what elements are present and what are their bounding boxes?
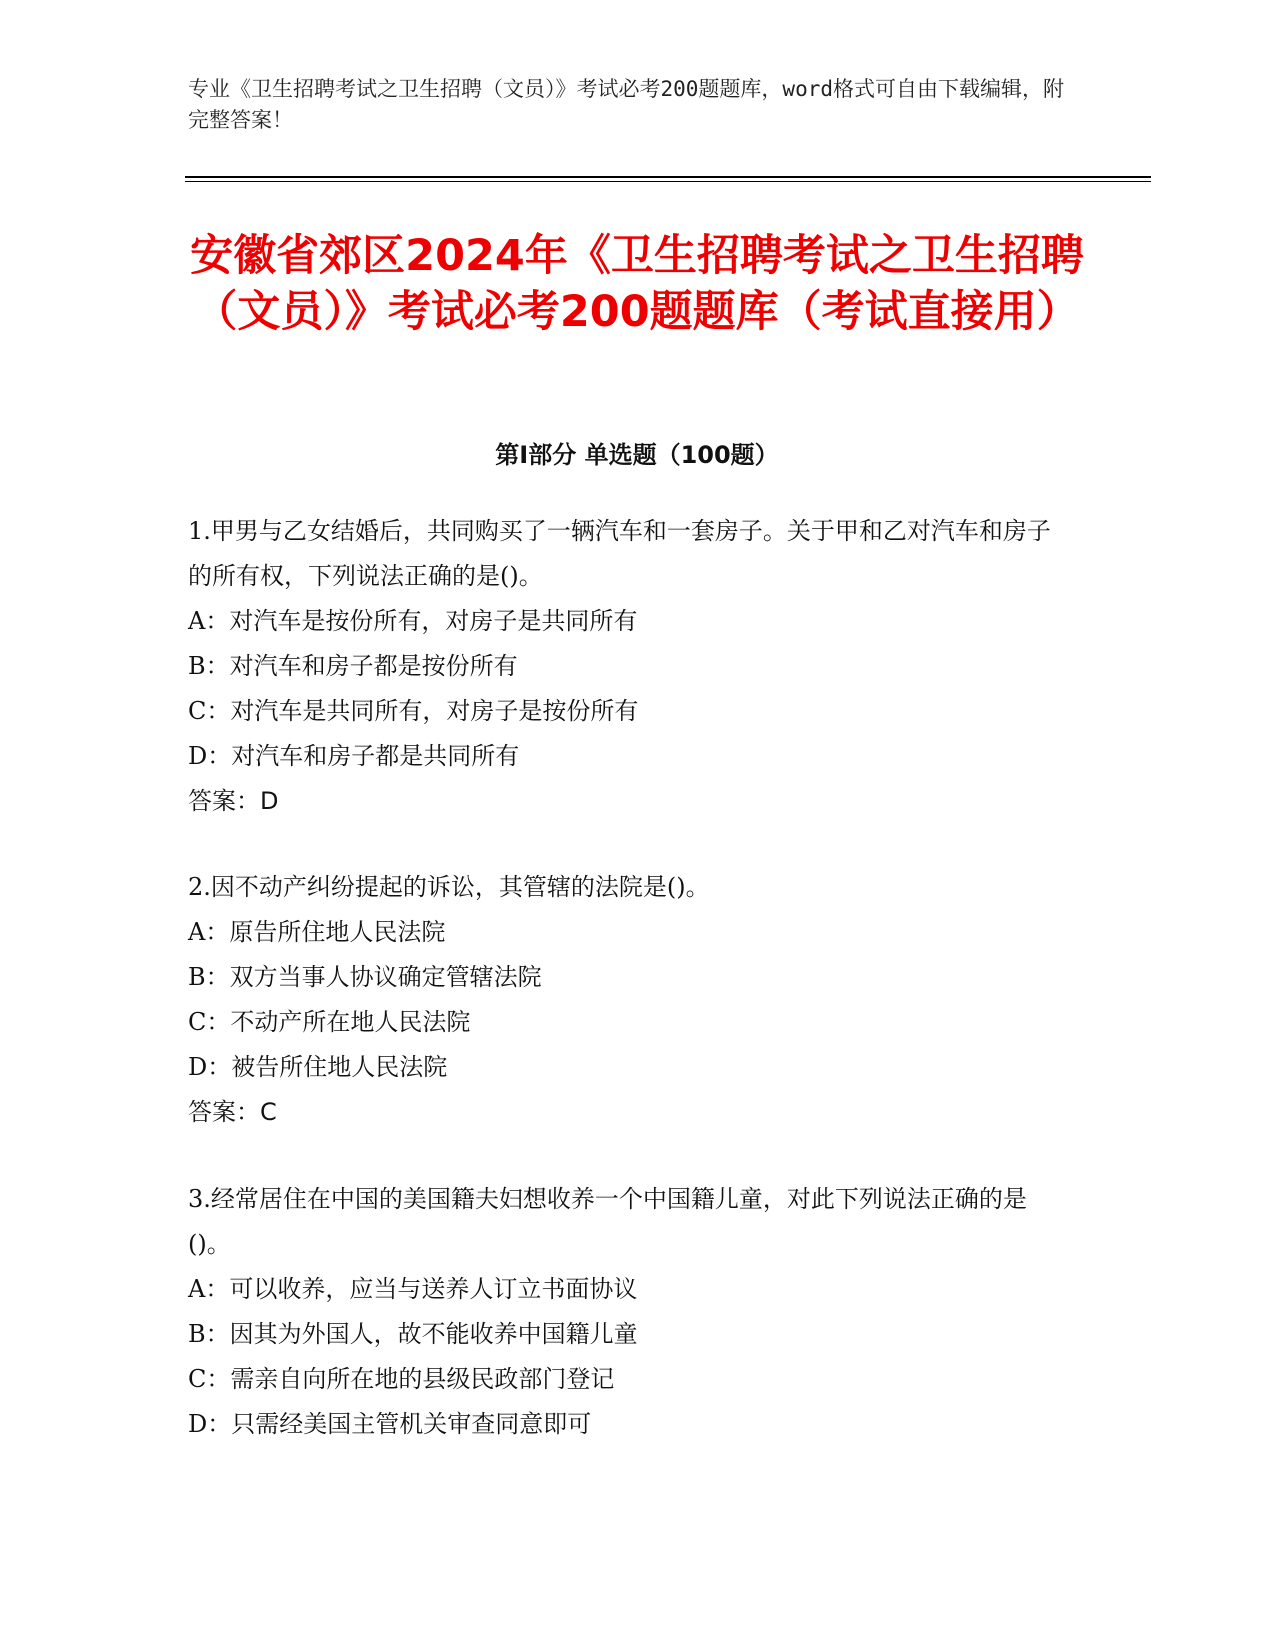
option-c: C：需亲自向所在地的县级民政部门登记: [188, 1365, 615, 1393]
header-divider: [185, 176, 1151, 178]
option-b: B：双方当事人协议确定管辖法院: [188, 963, 542, 991]
option-c: C：不动产所在地人民法院: [188, 1008, 471, 1036]
document-title: 安徽省郊区2024年《卫生招聘考试之卫生招聘（文员）》考试必考200题题库（考试直接用）: [190, 231, 1084, 337]
question-3: [188, 1177, 1068, 1447]
answer: 答案：C: [188, 1098, 277, 1126]
question-1: [188, 509, 1068, 824]
answer: 答案：D: [188, 787, 279, 815]
option-d: D：只需经美国主管机关审查同意即可: [188, 1410, 592, 1438]
question-text: 1.甲男与乙女结婚后，共同购买了一辆汽车和一套房子。关于甲和乙对汽车和房子的所有权，下列说法正确的是()。: [188, 517, 1051, 590]
option-c: C：对汽车是共同所有，对房子是按份所有: [188, 697, 639, 725]
option-b: B：对汽车和房子都是按份所有: [188, 652, 518, 680]
question-text: 3.经常居住在中国的美国籍夫妇想收养一个中国籍儿童，对此下列说法正确的是()。: [188, 1185, 1027, 1258]
option-b: B：因其为外国人，故不能收养中国籍儿童: [188, 1320, 638, 1348]
question-2: [188, 865, 1068, 1135]
option-a: A：可以收养，应当与送养人订立书面协议: [188, 1275, 638, 1303]
option-d: D：对汽车和房子都是共同所有: [188, 742, 520, 770]
option-a: A：原告所住地人民法院: [188, 918, 446, 946]
option-d: D：被告所住地人民法院: [188, 1053, 448, 1081]
section-title: 第I部分 单选题（100题）: [495, 441, 779, 469]
header-divider-thin: [185, 181, 1151, 182]
question-text: 2.因不动产纠纷提起的诉讼，其管辖的法院是()。: [188, 873, 710, 901]
header-note: 专业《卫生招聘考试之卫生招聘（文员）》考试必考200题题库，word格式可自由下载编辑，附完整答案！: [188, 77, 1064, 132]
option-a: A：对汽车是按份所有，对房子是共同所有: [188, 607, 638, 635]
